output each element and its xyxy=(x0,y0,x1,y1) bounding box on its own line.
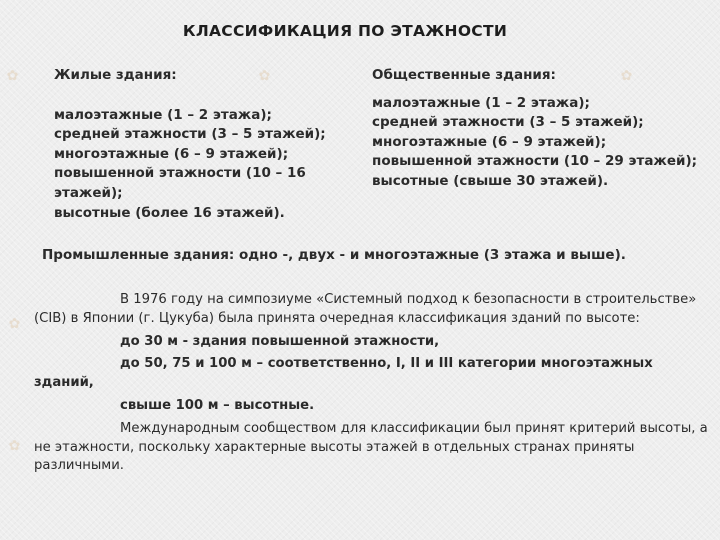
public-item: многоэтажные (6 – 9 этажей); xyxy=(372,133,607,150)
decorative-flower-icon: ✿ xyxy=(8,438,21,454)
decorative-flower-icon: ✿ xyxy=(6,68,19,84)
cib-classification-text xyxy=(34,291,710,480)
decorative-flower-icon: ✿ xyxy=(258,68,271,84)
public-item: высотные (свыше 30 этажей). xyxy=(372,172,609,189)
residential-item: средней этажности (3 – 5 этажей); xyxy=(54,126,326,143)
slide-title: КЛАССИФИКАЦИЯ ПО ЭТАЖНОСТИ xyxy=(182,22,508,40)
public-item: повышенной этажности (10 – 29 этажей); xyxy=(372,153,698,170)
decorative-flower-icon: ✿ xyxy=(620,68,633,84)
paragraph-category: свыше 100 м – высотные. xyxy=(120,397,315,413)
public-column xyxy=(372,66,702,192)
public-item: малоэтажные (1 – 2 этажа); xyxy=(372,94,590,111)
public-heading: Общественные здания: xyxy=(372,67,556,83)
residential-item: высотные (более 16 этажей). xyxy=(54,204,285,221)
public-item: средней этажности (3 – 5 этажей); xyxy=(372,114,644,131)
paragraph-category: до 50, 75 и 100 м – соответственно, I, II и III категории многоэтажных зданий, xyxy=(34,356,653,391)
paragraph-category: до 30 м - здания повышенной этажности, xyxy=(120,333,440,349)
paragraph-intro: В 1976 году на симпозиуме «Системный подход к безопасности в строительстве» (CIB) в Японии (г. Цукуба) была принята очередная классификация зданий по высоте: xyxy=(34,292,697,326)
residential-heading: Жилые здания: xyxy=(54,67,177,83)
decorative-flower-icon: ✿ xyxy=(8,316,21,332)
industrial-buildings-line: Промышленные здания: одно -, двух - и многоэтажные (3 этажа и выше). xyxy=(42,247,626,263)
residential-item: малоэтажные (1 – 2 этажа); xyxy=(54,106,272,123)
residential-column xyxy=(54,66,354,223)
paragraph-conclusion: Международным сообществом для классификации был принят критерий высоты, а не этажности, поскольку характерные высоты этажей в отдельных странах приняты различными. xyxy=(34,420,708,474)
residential-item: повышенной этажности (10 – 16 этажей); xyxy=(54,165,306,201)
residential-item: многоэтажные (6 – 9 этажей); xyxy=(54,145,289,162)
